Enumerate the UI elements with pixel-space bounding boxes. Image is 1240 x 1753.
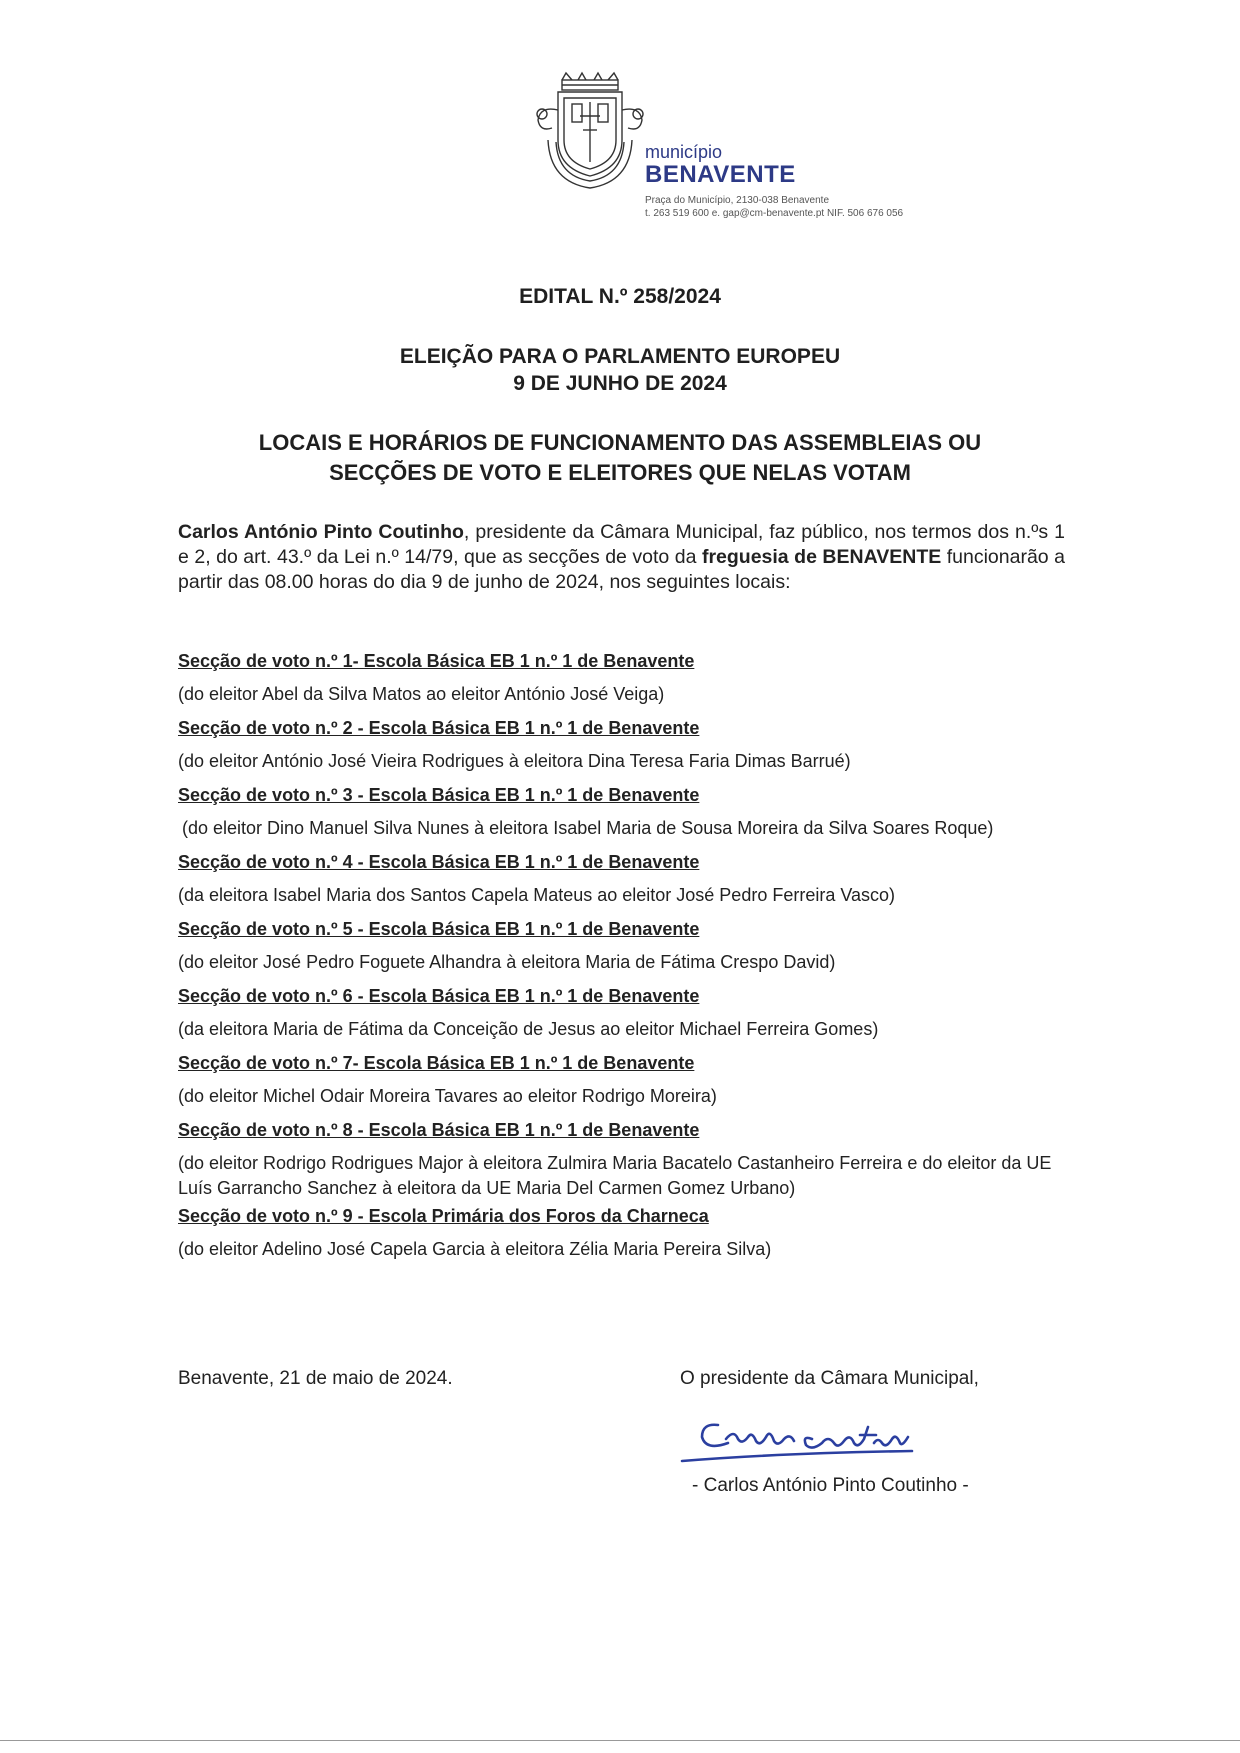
election-line-2: 9 DE JUNHO DE 2024 (513, 372, 727, 395)
municipal-seal-icon (520, 70, 660, 190)
locais-line-2: SECÇÕES DE VOTO E ELEITORES QUE NELAS VOTAM (329, 460, 911, 485)
locais-title (0, 428, 1240, 488)
section-title: Secção de voto n.º 4 - Escola Básica EB 1 n.º 1 de Benavente (178, 852, 700, 872)
section-title: Secção de voto n.º 1- Escola Básica EB 1 n.º 1 de Benavente (178, 651, 695, 671)
list-item (178, 1052, 1128, 1109)
list-item (178, 985, 1128, 1042)
intro-text-1: , presidente da Câmara Municipal, faz público, nos termos dos n.ºs 1 e 2, do art. 43.º da Lei n.º 14/79, que as secções de voto da (178, 521, 1065, 568)
municipio-label: município (645, 142, 723, 162)
section-voters: (do eleitor Dino Manuel Silva Nunes à eleitora Isabel Maria de Sousa Moreira da Silva Soares Roque) (182, 818, 994, 838)
section-voters: (da eleitora Maria de Fátima da Conceição de Jesus ao eleitor Michael Ferreira Gomes) (178, 1019, 879, 1039)
freguesia-name: freguesia de BENAVENTE (701, 546, 942, 568)
election-line-1: ELEIÇÃO PARA O PARLAMENTO EUROPEU (399, 345, 841, 368)
list-item (178, 650, 1128, 707)
municipio-name: BENAVENTE (645, 161, 796, 188)
section-voters: (do eleitor Abel da Silva Matos ao eleitor António José Veiga) (178, 684, 665, 704)
list-item (178, 717, 1128, 774)
section-title: Secção de voto n.º 3 - Escola Básica EB 1 n.º 1 de Benavente (178, 785, 700, 805)
section-title: Secção de voto n.º 9 - Escola Primária dos Foros da Charneca (178, 1206, 709, 1226)
list-item (178, 1119, 1128, 1201)
list-item (178, 851, 1128, 908)
section-voters: (do eleitor António José Vieira Rodrigues à eleitora Dina Teresa Faria Dimas Barrué) (178, 751, 851, 771)
section-title: Secção de voto n.º 5 - Escola Básica EB 1 n.º 1 de Benavente (178, 919, 700, 939)
address-line-1: Praça do Município, 2130-038 Benavente (645, 195, 830, 206)
section-title: Secção de voto n.º 6 - Escola Básica EB 1 n.º 1 de Benavente (178, 986, 700, 1006)
section-voters: (da eleitora Isabel Maria dos Santos Capela Mateus ao eleitor José Pedro Ferreira Vasco) (178, 885, 896, 905)
address-line-2: t. 263 519 600 e. gap@cm-benavente.pt NIF. 506 676 056 (645, 208, 904, 219)
locais-line-1: LOCAIS E HORÁRIOS DE FUNCIONAMENTO DAS ASSEMBLEIAS OU (258, 430, 982, 455)
section-voters: (do eleitor Rodrigo Rodrigues Major à eleitora Zulmira Maria Bacatelo Castanheiro Ferreira e do eleitor da UE Luís Garrancho Sanchez à eleitora da UE Maria Del Carmen Gomez Urbano) (178, 1153, 1052, 1198)
section-voters: (do eleitor Adelino José Capela Garcia à eleitora Zélia Maria Pereira Silva) (178, 1239, 772, 1259)
page-bottom-divider (0, 1740, 1240, 1741)
municipality-address (645, 194, 903, 220)
section-voters: (do eleitor Michel Odair Moreira Tavares ao eleitor Rodrigo Moreira) (178, 1086, 717, 1106)
municipality-brand (645, 142, 796, 188)
list-item (178, 1205, 1128, 1262)
voting-sections-list (178, 650, 1128, 1272)
section-title: Secção de voto n.º 7- Escola Básica EB 1 n.º 1 de Benavente (178, 1053, 695, 1073)
section-title: Secção de voto n.º 2 - Escola Básica EB 1 n.º 1 de Benavente (178, 718, 700, 738)
section-title: Secção de voto n.º 8 - Escola Básica EB 1 n.º 1 de Benavente (178, 1120, 700, 1140)
edital-title: EDITAL N.º 258/2024 (519, 285, 721, 308)
signature-icon (662, 1395, 1012, 1475)
list-item (178, 784, 1128, 841)
president-name-inline: Carlos António Pinto Coutinho (178, 521, 464, 543)
document-date: Benavente, 21 de maio de 2024. (178, 1368, 453, 1389)
president-name: - Carlos António Pinto Coutinho - (692, 1475, 969, 1496)
intro-text-2: funcionarão a partir das 08.00 horas do dia 9 de junho de 2024, nos seguintes locais: (178, 546, 1065, 593)
election-title (0, 343, 1240, 397)
list-item (178, 918, 1128, 975)
president-label: O presidente da Câmara Municipal, (680, 1368, 979, 1389)
intro-paragraph (178, 520, 1065, 595)
section-voters: (do eleitor José Pedro Foguete Alhandra à eleitora Maria de Fátima Crespo David) (178, 952, 836, 972)
